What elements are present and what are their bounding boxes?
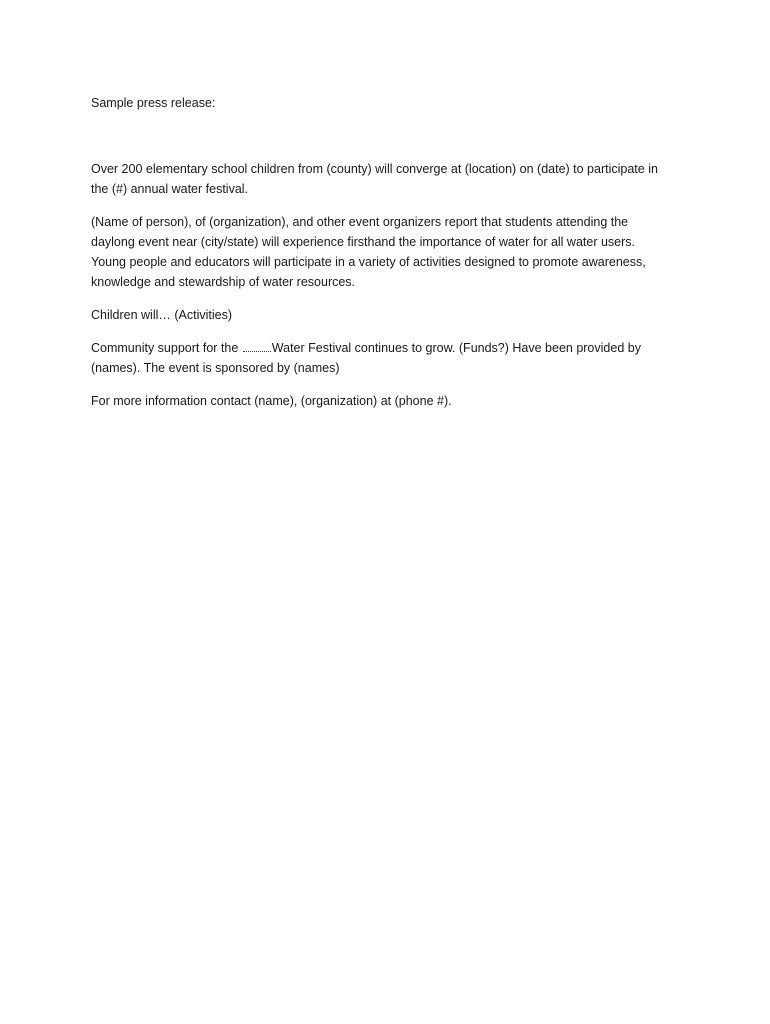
paragraph-contact-line-1: For more information contact (name), (organization) at (phone #). [91,394,452,408]
paragraph-intro [91,159,691,199]
community-support-text-after-blank: Water Festival continues to grow. (Funds?) Have been provided by [271,341,641,355]
fill-in-blank [243,338,271,352]
paragraph-community-support [91,338,691,378]
paragraph-organizers-line-1: (Name of person), of (organization), and other event organizers report that students attending the [91,215,629,229]
paragraph-community-support-line-1 [91,338,691,358]
paragraph-activities-line-1: Children will… (Activities) [91,308,232,322]
paragraph-organizers-line-3: Young people and educators will participate in a variety of activities designed to promote awareness, [91,255,646,269]
paragraph-activities [91,305,691,325]
paragraph-intro-line-2: the (#) annual water festival. [91,182,249,196]
paragraph-intro-line-1: Over 200 elementary school children from (county) will converge at (location) on (date) to participate in [91,162,658,176]
community-support-text-before-blank: Community support for the [91,341,239,355]
paragraph-organizers [91,212,691,292]
paragraph-community-support-line-2: (names). The event is sponsored by (names) [91,361,340,375]
paragraph-organizers-line-2: daylong event near (city/state) will experience firsthand the importance of water for all water users. [91,235,636,249]
document-body [91,93,691,424]
paragraph-contact [91,391,691,411]
paragraph-organizers-line-4: knowledge and stewardship of water resources. [91,275,356,289]
document-heading: Sample press release: [91,96,216,110]
